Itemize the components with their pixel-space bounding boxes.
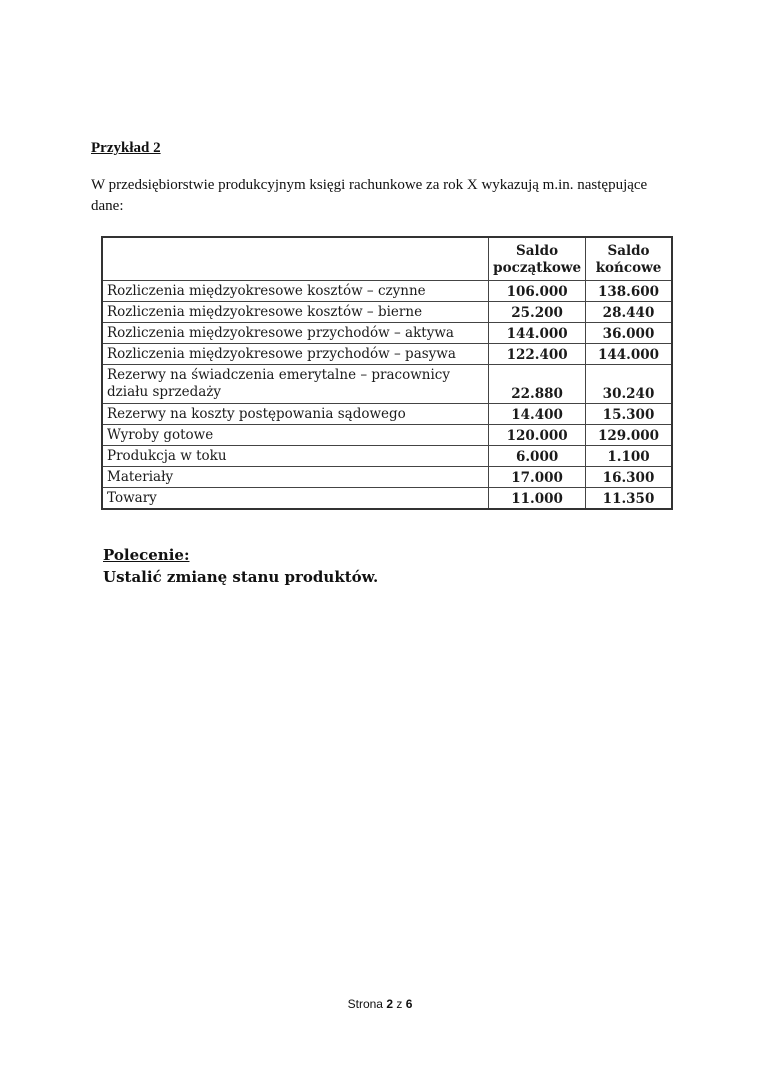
- table-row: [102, 365, 672, 404]
- balances-table: [101, 236, 673, 510]
- header-closing-balance: Saldo końcowe: [586, 237, 672, 281]
- row-closing: 36.000: [586, 323, 672, 344]
- row-name: Rezerwy na świadczenia emerytalne – pracownicy działu sprzedaży: [102, 365, 489, 404]
- row-opening: 144.000: [489, 323, 586, 344]
- row-name: Produkcja w toku: [102, 446, 489, 467]
- intro-paragraph: W przedsiębiorstwie produkcyjnym księgi rachunkowe za rok X wykazują m.in. następujące dane:: [91, 177, 648, 214]
- row-closing: 16.300: [586, 467, 672, 488]
- table-row: [102, 344, 672, 365]
- row-closing: 30.240: [586, 365, 672, 404]
- footer-total-pages: 6: [405, 997, 413, 1011]
- table-row: [102, 425, 672, 446]
- row-name: Wyroby gotowe: [102, 425, 489, 446]
- table-row: [102, 467, 672, 488]
- row-opening: 122.400: [489, 344, 586, 365]
- row-name: Rezerwy na koszty postępowania sądowego: [102, 404, 489, 425]
- row-name: Towary: [102, 488, 489, 510]
- table-row: [102, 281, 672, 302]
- row-opening: 106.000: [489, 281, 586, 302]
- table-row: [102, 404, 672, 425]
- row-closing: 15.300: [586, 404, 672, 425]
- row-closing: 129.000: [586, 425, 672, 446]
- footer-page-number: 2: [386, 997, 394, 1011]
- task-text: Ustalić zmianę stanu produktów.: [103, 568, 379, 586]
- row-name: Rozliczenia międzyokresowe kosztów – czynne: [102, 281, 489, 302]
- example-heading: Przykład 2: [91, 140, 161, 156]
- table-row: [102, 323, 672, 344]
- row-closing: 144.000: [586, 344, 672, 365]
- header-opening-balance: Saldo początkowe: [489, 237, 586, 281]
- row-opening: 25.200: [489, 302, 586, 323]
- table-row: [102, 302, 672, 323]
- row-opening: 17.000: [489, 467, 586, 488]
- page-footer: [0, 997, 760, 1011]
- header-empty-cell: [102, 237, 489, 281]
- row-opening: 120.000: [489, 425, 586, 446]
- footer-middle: z: [393, 997, 406, 1011]
- table-row: [102, 446, 672, 467]
- row-name: Rozliczenia międzyokresowe przychodów – pasywa: [102, 344, 489, 365]
- row-closing: 138.600: [586, 281, 672, 302]
- table-row: [102, 488, 672, 510]
- row-closing: 28.440: [586, 302, 672, 323]
- footer-prefix: Strona: [347, 997, 387, 1011]
- row-opening: 22.880: [489, 365, 586, 404]
- row-name: Rozliczenia międzyokresowe kosztów – bierne: [102, 302, 489, 323]
- row-opening: 6.000: [489, 446, 586, 467]
- row-name: Rozliczenia międzyokresowe przychodów – aktywa: [102, 323, 489, 344]
- row-closing: 1.100: [586, 446, 672, 467]
- row-closing: 11.350: [586, 488, 672, 510]
- row-opening: 14.400: [489, 404, 586, 425]
- row-name: Materiały: [102, 467, 489, 488]
- task-title: Polecenie:: [103, 546, 190, 564]
- row-opening: 11.000: [489, 488, 586, 510]
- table-header-row: [102, 237, 672, 281]
